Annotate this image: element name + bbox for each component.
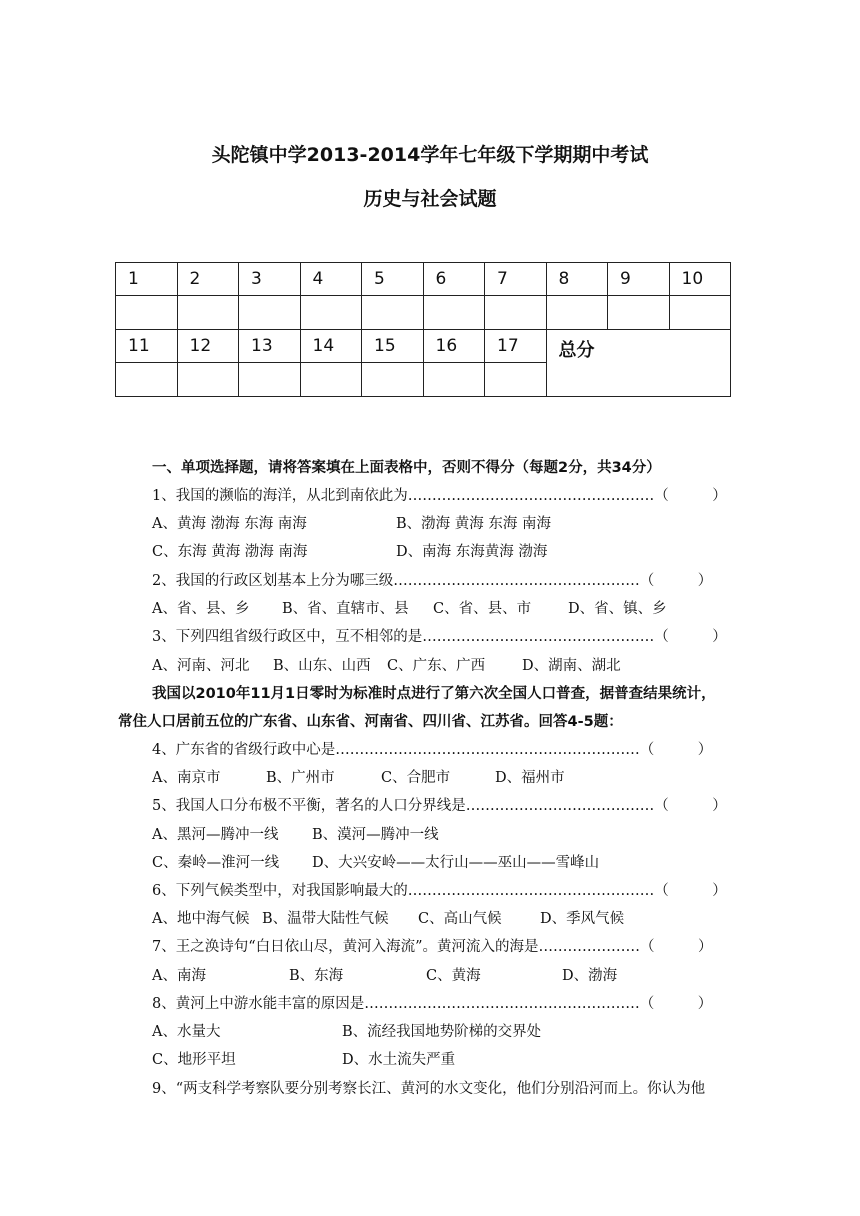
q3-option-d: D、湖南、湖北 [522, 658, 621, 674]
q2-option-d: D、省、镇、乡 [568, 601, 667, 617]
answer-cell[interactable] [608, 296, 670, 330]
q7-option-c: C、黄海 [426, 968, 481, 984]
exam-subtitle: 历史与社会试题 [363, 188, 497, 210]
q8-option-d: D、水土流失严重 [342, 1052, 456, 1068]
table-header-cell: 2 [177, 263, 239, 296]
answer-cell[interactable] [423, 363, 485, 397]
q4-option-a: A、南京市 [152, 770, 221, 786]
question-3: 3、下列四组省级行政区中，互不相邻的是…………………………………………（ ） [152, 629, 727, 645]
q2-option-c: C、省、县、市 [433, 601, 532, 617]
answer-cell[interactable] [300, 296, 362, 330]
answer-cell[interactable] [177, 363, 239, 397]
q5-option-c: C、秦岭—淮河一线 [152, 855, 280, 871]
q7-option-a: A、南海 [152, 968, 206, 984]
q4-option-c: C、合肥市 [381, 770, 451, 786]
answer-cell[interactable] [485, 363, 547, 397]
q2-option-a: A、省、县、乡 [152, 601, 250, 617]
table-header-cell: 6 [423, 263, 485, 296]
table-header-cell: 8 [546, 263, 608, 296]
answer-cell[interactable] [362, 363, 424, 397]
table-header-cell: 16 [423, 330, 485, 363]
answer-cell[interactable] [300, 363, 362, 397]
answer-cell[interactable] [423, 296, 485, 330]
question-1: 1、我国的濒临的海洋，从北到南依此为……………………………………………（ ） [152, 488, 727, 504]
total-score-cell[interactable]: 总分 [546, 330, 731, 397]
table-header-cell: 5 [362, 263, 424, 296]
q8-option-c: C、地形平坦 [152, 1052, 236, 1068]
answer-cell[interactable] [116, 363, 178, 397]
answer-cell[interactable] [485, 296, 547, 330]
q6-option-c: C、高山气候 [418, 911, 502, 927]
question-8: 8、黄河上中游水能丰富的原因是…………………………………………………（ ） [152, 996, 713, 1012]
q6-option-a: A、地中海气候 [152, 911, 250, 927]
q4-option-d: D、福州市 [495, 770, 565, 786]
table-header-cell: 17 [485, 330, 547, 363]
table-header-cell: 1 [116, 263, 178, 296]
table-header-cell: 7 [485, 263, 547, 296]
q8-option-b: B、流经我国地势阶梯的交界处 [342, 1024, 542, 1040]
answer-cell[interactable] [177, 296, 239, 330]
q1-option-a: A、黄海 渤海 东海 南海 [152, 516, 307, 532]
q8-option-a: A、水量大 [152, 1024, 221, 1040]
q7-option-d: D、渤海 [562, 968, 618, 984]
q1-option-d: D、南海 东海黄海 渤海 [396, 544, 548, 560]
table-header-cell: 4 [300, 263, 362, 296]
answer-cell[interactable] [239, 363, 301, 397]
question-7: 7、王之涣诗句“白日依山尽，黄河入海流”。黄河流入的海是…………………（ ） [152, 939, 713, 955]
q4-option-b: B、广州市 [266, 770, 335, 786]
q3-option-b: B、山东、山西 [273, 658, 371, 674]
question-9: 9、“两支科学考察队要分别考察长江、黄河的水文变化，他们分别沿河而上。你认为他 [152, 1081, 706, 1097]
exam-title: 头陀镇中学2013-2014学年七年级下学期期中考试 [211, 144, 649, 166]
question-6: 6、下列气候类型中，对我国影响最大的……………………………………………（ ） [152, 883, 727, 899]
question-4: 4、广东省的省级行政中心是………………………………………………………（ ） [152, 742, 713, 758]
question-2: 2、我国的行政区划基本上分为哪三级……………………………………………（ ） [152, 573, 713, 589]
q6-option-b: B、温带大陆性气候 [262, 911, 389, 927]
table-header-cell: 13 [239, 330, 301, 363]
section-heading: 一、单项选择题，请将答案填在上面表格中，否则不得分（每题2分，共34分） [152, 460, 661, 476]
q3-option-c: C、广东、广西 [387, 658, 486, 674]
answer-cell[interactable] [116, 296, 178, 330]
passage-line-1: 我国以2010年11月1日零时为标准时点进行了第六次全国人口普查，据普查结果统计， [152, 686, 716, 702]
q5-option-b: B、漠河—腾冲一线 [312, 827, 439, 843]
q5-option-d: D、大兴安岭——太行山——巫山——雪峰山 [312, 855, 600, 871]
answer-cell[interactable] [546, 296, 608, 330]
answer-cell[interactable] [239, 296, 301, 330]
table-header-cell: 9 [608, 263, 670, 296]
q2-option-b: B、省、直辖市、县 [282, 601, 409, 617]
table-header-cell: 15 [362, 330, 424, 363]
q6-option-d: D、季风气候 [540, 911, 625, 927]
passage-line-2: 常住人口居前五位的广东省、山东省、河南省、四川省、江苏省。回答4-5题： [118, 714, 623, 730]
table-header-cell: 3 [239, 263, 301, 296]
q7-option-b: B、东海 [289, 968, 344, 984]
q1-option-b: B、渤海 黄海 东海 南海 [396, 516, 551, 532]
q1-option-c: C、东海 黄海 渤海 南海 [152, 544, 308, 560]
answer-score-table [115, 262, 731, 397]
answer-cell[interactable] [669, 296, 731, 330]
question-5: 5、我国人口分布极不平衡，著名的人口分界线是…………………………………（ ） [152, 798, 727, 814]
answer-cell[interactable] [362, 296, 424, 330]
table-header-cell: 10 [669, 263, 731, 296]
q5-option-a: A、黑河—腾冲一线 [152, 827, 279, 843]
table-header-cell: 12 [177, 330, 239, 363]
table-header-cell: 14 [300, 330, 362, 363]
table-header-cell: 11 [116, 330, 178, 363]
q3-option-a: A、河南、河北 [152, 658, 250, 674]
